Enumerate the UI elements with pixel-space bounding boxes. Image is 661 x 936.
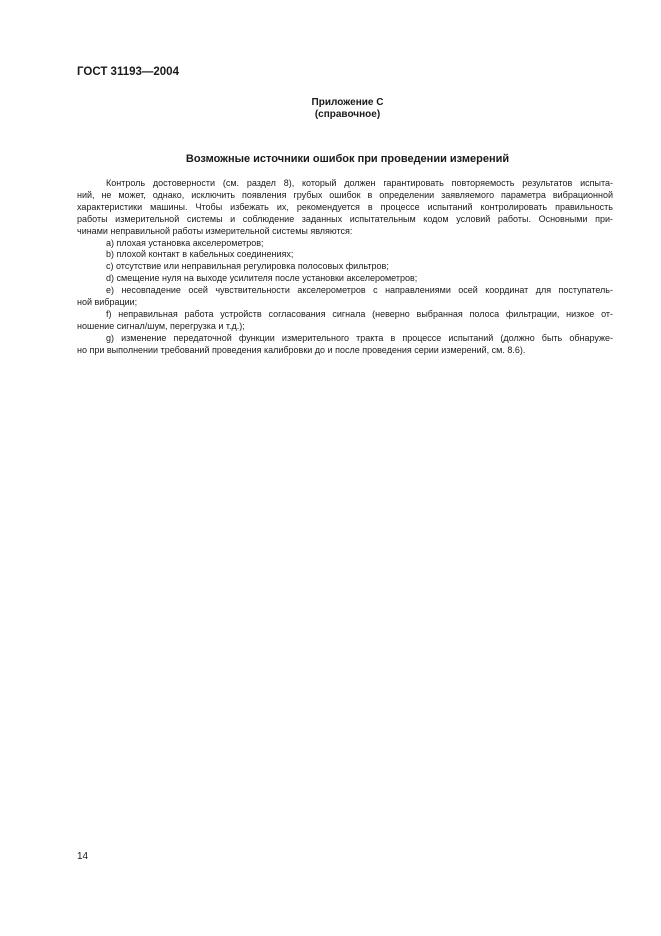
list-item: e) несовпадение осей чувствительности акселерометров с направлениями осей координат для поступатель- [106, 285, 613, 296]
list-item: c) отсутствие или неправильная регулировка полосовых фильтров; [106, 261, 389, 272]
list-item-continuation: но при выполнении требований проведения калибровки до и после проведения серии измерений, см. 8.6). [77, 344, 526, 355]
text-line: Контроль достоверности (см. раздел 8), который должен гарантировать повторяемость результатов испыта- [106, 178, 613, 188]
list-item: f) неправильная работа устройств согласования сигнала (неверно выбранная полоса фильтрации, низкое от- [106, 308, 613, 319]
list-item: g) изменение передаточной функции измерительного тракта в процессе испытаний (должно быть обнаруже- [106, 332, 613, 343]
list-item: b) плохой контакт в кабельных соединениях; [106, 249, 294, 260]
text-line: чинами неправильной работы измерительной системы являются: [77, 225, 353, 236]
text-line: ний, не может, однако, исключить появления грубых ошибок в определении заявляемого параметра вибрационной [77, 189, 613, 200]
body-text [77, 178, 613, 357]
list-item-continuation: ношение сигнал/шум, перегрузка и т.д.); [77, 320, 245, 331]
appendix-kind: (справочное) [314, 109, 381, 120]
appendix-title: Приложение С [311, 97, 384, 108]
list-item: a) плохая установка акселерометров; [106, 237, 264, 248]
section-title: Возможные источники ошибок при проведении измерений [185, 153, 510, 165]
text-line: характеристики машины. Чтобы избежать их, рекомендуется в процессе испытаний контролировать правильность [77, 201, 613, 212]
document-code: ГОСТ 31193—2004 [77, 66, 179, 78]
page-number: 14 [77, 851, 89, 862]
list-item-continuation: ной вибрации; [77, 297, 138, 308]
list-item: d) смещение нуля на выходе усилителя после установки акселерометров; [106, 273, 418, 284]
text-line: работы измерительной системы и соблюдение заданных испытательным кодом условий работы. Основными при- [77, 213, 613, 224]
